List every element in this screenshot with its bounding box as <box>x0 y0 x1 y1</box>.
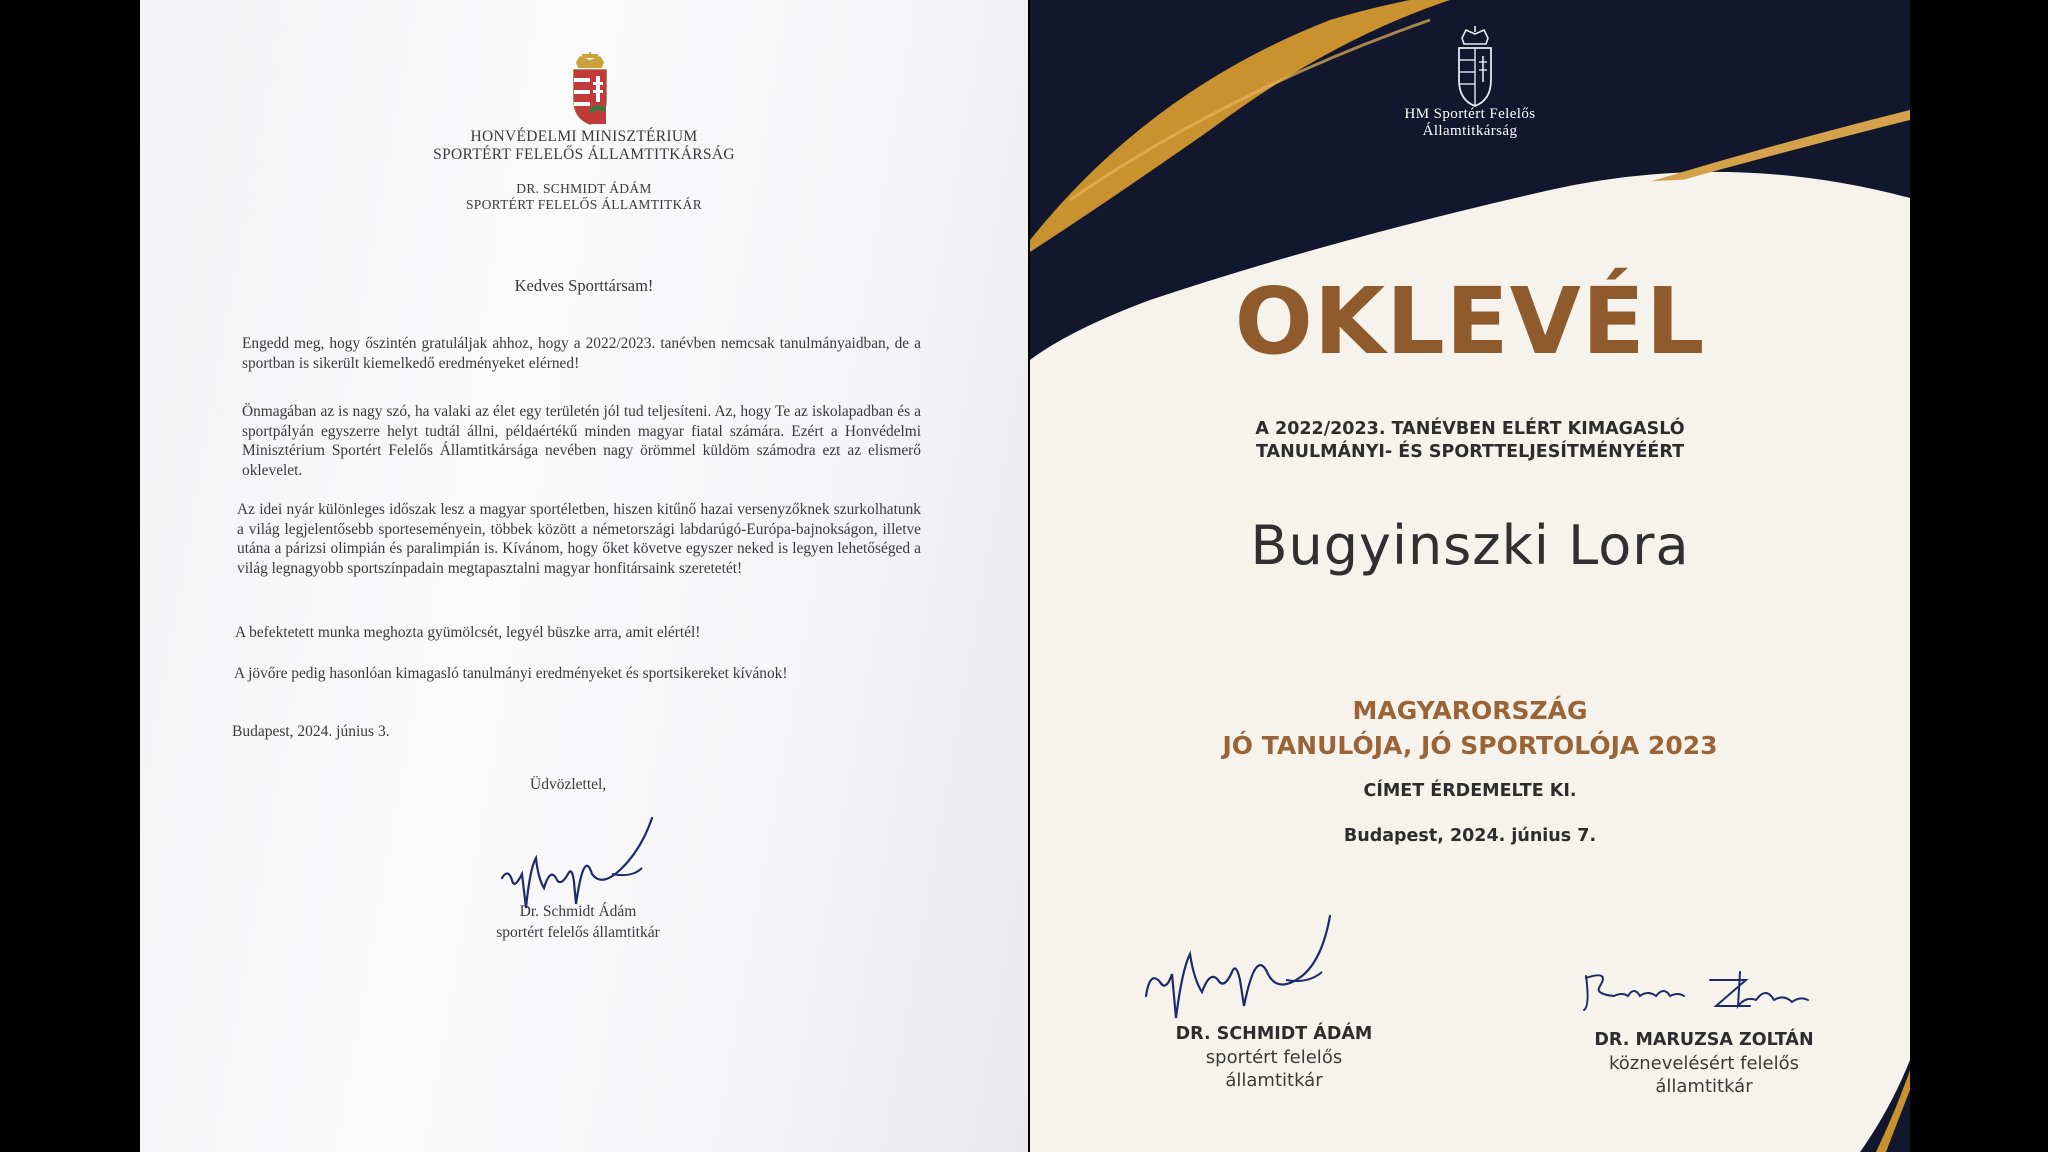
diploma-signer-2-title-line-1: köznevelésért felelős <box>1608 1053 1800 1074</box>
issuer-line-1: HM Sportért Felelős <box>1404 106 1536 122</box>
sender-header <box>140 181 1028 213</box>
letter-signer <box>140 901 1016 943</box>
diploma-signer-1-title-line-1: sportért felelős <box>1205 1047 1343 1068</box>
greeting: Kedves Sporttársam! <box>514 276 654 295</box>
letter-paragraph-4: A befektetett munka meghozta gyümölcsét, legyél büszke arra, amit elértél! <box>235 624 701 641</box>
issuer-name <box>1030 106 1910 140</box>
diploma-page <box>1030 0 1910 1152</box>
award-reason <box>1030 418 1910 464</box>
award-earned-text: CÍMET ÉRDEMELTE KI. <box>1363 781 1577 801</box>
diploma-signer-1 <box>1114 1023 1434 1092</box>
hungarian-coat-of-arms-icon <box>568 52 612 126</box>
signature-icon <box>1570 956 1840 1016</box>
letter-date: Budapest, 2024. június 3. <box>232 723 390 740</box>
award-title-line-2: JÓ TANULÓJA, JÓ SPORTOLÓJA 2023 <box>1222 731 1718 760</box>
sender-title: SPORTÉRT FELELŐS ÁLLAMTITKÁR <box>465 197 703 212</box>
diploma-signer-2-name: DR. MARUZSA ZOLTÁN <box>1594 1030 1814 1050</box>
diploma-signer-1-name: DR. SCHMIDT ÁDÁM <box>1175 1024 1373 1044</box>
award-reason-line-2: TANULMÁNYI- ÉS SPORTTELJESÍTMÉNYÉÉRT <box>1255 442 1685 462</box>
letter-paragraph-1: Engedd meg, hogy őszintén gratuláljak ahhoz, hogy a 2022/2023. tanévben nemcsak tanulmányaidban, de a sportban is sikerült kiemelkedő eredményeket elérned! <box>242 335 921 372</box>
award-reason-line-1: A 2022/2023. TANÉVBEN ELÉRT KIMAGASLÓ <box>1255 419 1685 439</box>
diploma-date: Budapest, 2024. június 7. <box>1343 826 1597 846</box>
diploma-signer-1-title-line-2: államtitkár <box>1225 1070 1323 1091</box>
recipient-name: Bugyinszki Lora <box>1250 514 1690 577</box>
letter-paragraph-2: Önmagában az is nagy szó, ha valaki az élet egy területén jól tud teljesíteni. Az, hogy Te az iskolapadban és a sportpályán egyszerre helyt tudtál állni, példaértékű minden magyar fiatal számára. Ezért a Honvédelmi Minisztérium Sportért Felelős Államtitkársága nevében nagy örömmel küldöm számodra ezt az elismerő oklevelet. <box>242 403 921 479</box>
diploma-signer-2-title-line-2: államtitkár <box>1655 1076 1753 1097</box>
signature-icon <box>1136 910 1396 1030</box>
ministry-header <box>140 128 1028 164</box>
award-title <box>1030 693 1910 763</box>
ministry-line-2: SPORTÉRT FELELŐS ÁLLAMTITKÁRSÁG <box>433 146 735 163</box>
right-border <box>1910 0 2048 1152</box>
diploma-title: OKLEVÉL <box>1234 268 1706 375</box>
sender-name: DR. SCHMIDT ÁDÁM <box>516 181 652 196</box>
letter-signer-title: sportért felelős államtitkár <box>496 924 660 941</box>
letter-paragraph-5: A jövőre pedig hasonlóan kimagasló tanulmányi eredményeket és sportsikereket kívánok! <box>234 665 788 682</box>
award-title-line-1: MAGYARORSZÁG <box>1352 696 1588 725</box>
issuer-line-2: Államtitkárság <box>1422 123 1518 139</box>
letter-page <box>140 0 1028 1152</box>
letter-paragraph-3: Az idei nyár különleges időszak lesz a magyar sportéletben, hiszen kitűnő hazai versenyzőknek szurkolhatunk a világ legjelentősebb sporteseményein, többek között a németországi labdarúgó-Európa-bajnokságon, illetve utána a párizsi olimpián és paralimpián is. Kívánom, hogy őket követve egyszer neked is legyen lehetőséged a világ legnagyobb sportszínpadain megtapasztalni magyar honfitársaink szeretetét! <box>237 501 921 577</box>
diploma-signer-2 <box>1544 1029 1864 1098</box>
letter-signer-name: Dr. Schmidt Ádám <box>519 903 637 920</box>
letter-closing: Üdvözlettel, <box>530 776 607 793</box>
hungarian-coat-of-arms-icon <box>1454 26 1496 108</box>
ministry-line-1: HONVÉDELMI MINISZTÉRIUM <box>470 128 698 145</box>
